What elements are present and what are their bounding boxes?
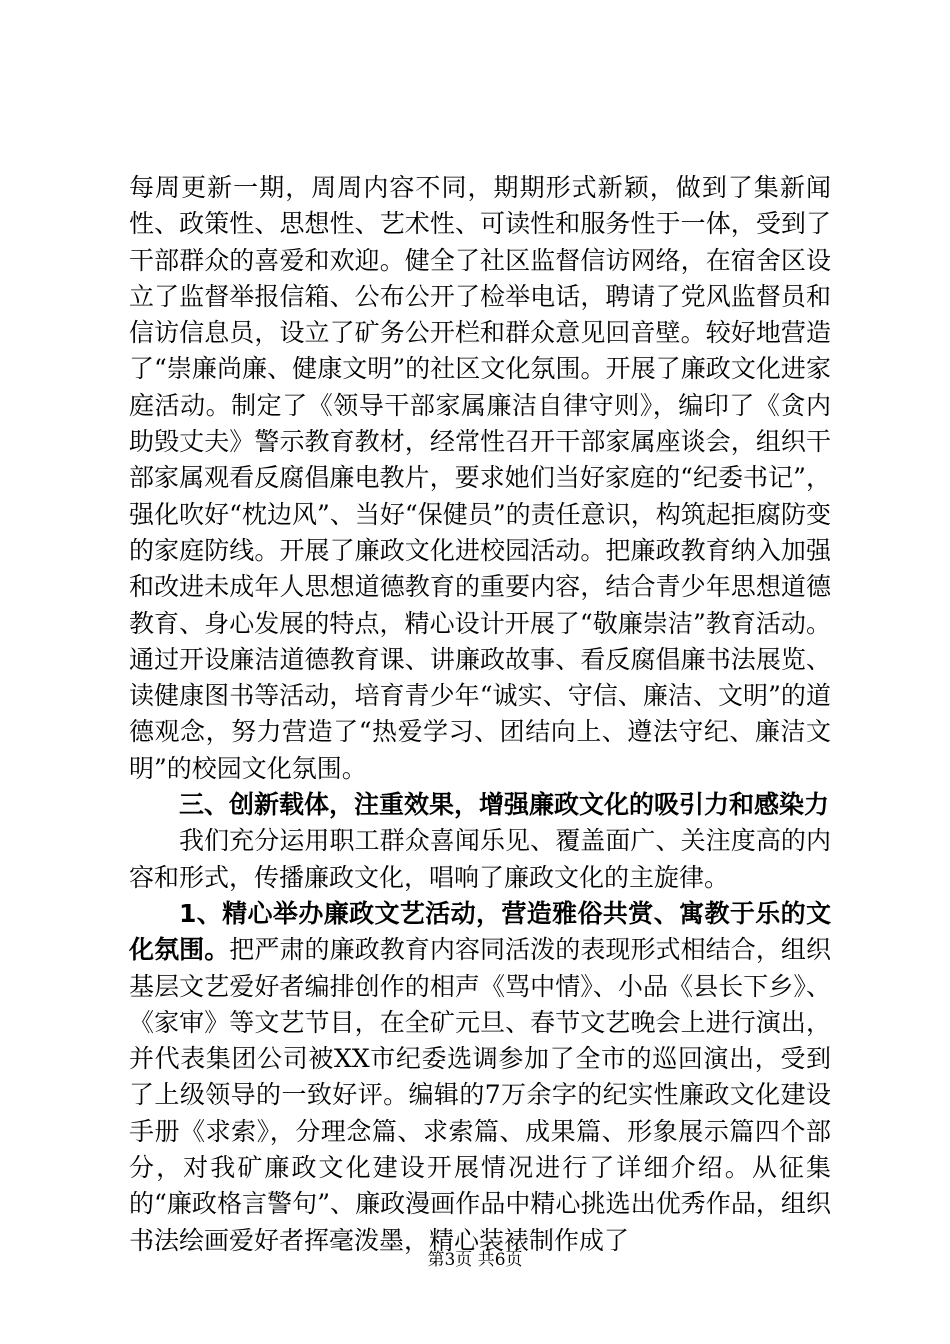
paragraph-item-1 — [129, 896, 831, 1259]
item-1-lead: 1、精心举办廉政文艺活动，营造雅俗共赏、寓教于乐的文化氛围。 — [129, 898, 831, 965]
item-1-body: 把严肃的廉政教育内容同活泼的表现形式相结合，组织基层文艺爱好者编排创作的相声《骂中情》、小品《县长下乡》、《家审》等文艺节目，在全矿元旦、春节文艺晚会上进行演出，并代表集团公司被XX市纪委选调参加了全市的巡回演出，受到了上级领导的一致好评。编辑的7万余字的纪实性廉政文化建设手册《求索》，分理念篇、求索篇、成果篇、形象展示篇四个部分，对我矿廉政文化建设开展情况进行了详细介绍。从征集的“廉政格言警句”、廉政漫画作品中精心挑选出优秀作品，组织书法绘画爱好者挥毫泼墨，精心装裱制作成了 — [129, 935, 831, 1255]
section-heading: 三、创新载体，注重效果，增强廉政文化的吸引力和感染力 — [179, 790, 830, 820]
document-body — [129, 170, 831, 1259]
paragraph-continuation: 每周更新一期，周周内容不同，期期形式新颖，做到了集新闻性、政策性、思想性、艺术性、可读性和服务性于一体，受到了干部群众的喜爱和欢迎。健全了社区监督信访网络，在宿舍区设立了监督举报信箱、公布公开了检举电话，聘请了党风监督员和信访信息员，设立了矿务公开栏和群众意见回音壁。较好地营造了“崇廉尚廉、健康文明”的社区文化氛围。开展了廉政文化进家庭活动。制定了《领导干部家属廉洁自律守则》，编印了《贪内助毁丈夫》警示教育教材，经常性召开干部家属座谈会，组织干部家属观看反腐倡廉电教片，要求她们当好家庭的“纪委书记”，强化吹好“枕边风”、当好“保健员”的责任意识，构筑起拒腐防变的家庭防线。开展了廉政文化进校园活动。把廉政教育纳入加强和改进未成年人思想道德教育的重要内容，结合青少年思想道德教育、身心发展的特点，精心设计开展了“敬廉崇洁”教育活动。通过开设廉洁道德教育课、讲廉政故事、看反腐倡廉书法展览、读健康图书等活动，培育青少年“诚实、守信、廉洁、文明”的道德观念，努力营造了“热爱学习、团结向上、遵法守纪、廉洁文明”的校园文化氛围。 — [129, 173, 831, 783]
page-footer: 第3页 共6页 — [427, 1250, 523, 1270]
paragraph-intro: 我们充分运用职工群众喜闻乐见、覆盖面广、关注度高的内容和形式，传播廉政文化，唱响了廉政文化的主旋律。 — [129, 826, 831, 892]
